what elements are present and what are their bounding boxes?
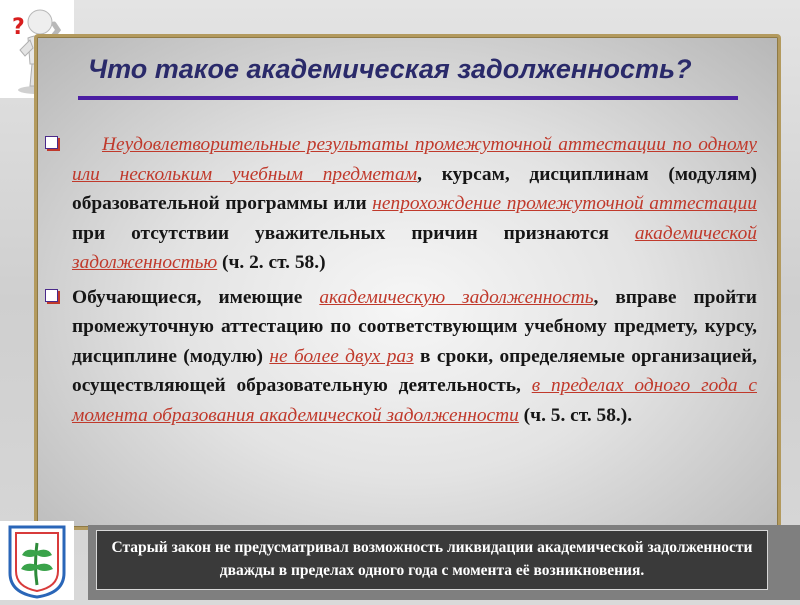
bullet-checkbox-icon	[45, 136, 58, 149]
text-segment: при отсутствии уважительных причин признаются	[72, 222, 635, 244]
text-highlight: академической задолженностью	[72, 222, 757, 273]
text-highlight: не более двух раз	[269, 345, 414, 367]
text-highlight: академическую задолженность	[319, 286, 594, 308]
text-segment: (ч. 5. ст. 58.).	[518, 404, 633, 426]
union-logo-icon	[0, 521, 74, 600]
text-segment: (ч. 2. ст. 58.)	[217, 252, 326, 273]
text-segment: в сроки, определяемые организацией, осуществляющей образовательную деятельность,	[72, 345, 757, 396]
note-text: Старый закон не предусматривал возможность ликвидации академической задолженности дважды в пределах одного года с момента её возникновения.	[96, 530, 768, 590]
title-underline	[78, 96, 738, 100]
body-text	[45, 130, 757, 430]
bullet-checkbox-icon	[45, 289, 58, 302]
page-title: Что такое академическая задолженность?	[88, 54, 692, 84]
text-highlight: непрохождение промежуточной аттестации	[372, 193, 757, 214]
text-segment: Обучающиеся, имеющие	[72, 286, 320, 308]
text-segment: , курсам, дисциплинам (модулям) образовательной программы или	[72, 163, 757, 214]
logo-panel	[0, 521, 74, 600]
text-highlight: Неудовлетворительные результаты промежуточной аттестации по одному или нескольким учебным предметам	[72, 134, 757, 185]
paragraph-2	[45, 283, 757, 431]
note-panel	[88, 525, 800, 600]
paragraph-1	[45, 130, 757, 278]
text-segment: , вправе пройти промежуточную аттестацию по соответствующим учебному предмету, курсу, дисциплине (модулю)	[72, 286, 757, 367]
svg-text:?: ?	[12, 15, 25, 40]
text-highlight: в пределах одного года с момента образования академической задолженности	[72, 375, 757, 426]
